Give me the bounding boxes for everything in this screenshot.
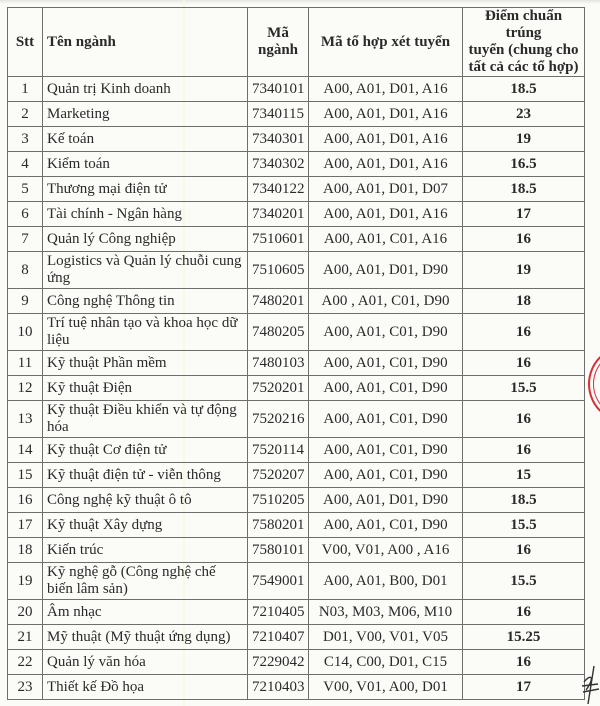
row-benchmark-score: 18.5 (463, 488, 585, 513)
row-benchmark-score: 15.5 (463, 513, 585, 538)
row-subject-combination: A00, A01, C01, D90 (309, 314, 463, 351)
row-subject-combination: A00, A01, D01, D90 (309, 488, 463, 513)
row-benchmark-score: 18.5 (463, 177, 585, 202)
row-benchmark-score: 15.5 (463, 376, 585, 401)
row-benchmark-score: 23 (463, 102, 585, 127)
row-major-name: Kỹ thuật Xây dựng (43, 513, 248, 538)
row-major-name: Mỹ thuật (Mỹ thuật ứng dụng) (43, 625, 248, 650)
table-row (8, 289, 585, 314)
table-row (8, 314, 585, 351)
row-subject-combination: A00, A01, D01, D07 (309, 177, 463, 202)
row-major-name: Công nghệ kỹ thuật ô tô (43, 488, 248, 513)
row-benchmark-score: 16 (463, 438, 585, 463)
row-stt: 7 (8, 227, 43, 252)
row-benchmark-score: 16.5 (463, 152, 585, 177)
row-major-code: 7210407 (248, 625, 309, 650)
row-subject-combination: V00, V01, A00 , A16 (309, 538, 463, 563)
row-stt: 4 (8, 152, 43, 177)
row-benchmark-score: 19 (463, 252, 585, 289)
row-stt: 18 (8, 538, 43, 563)
row-major-name: Kỹ thuật Điều khiển và tự động hóa (43, 401, 248, 438)
row-major-name: Âm nhạc (43, 600, 248, 625)
table-row (8, 488, 585, 513)
header-benchmark-score: Điểm chuẩn trúng tuyển (chung cho tất cả các tổ hợp) (463, 8, 585, 77)
row-subject-combination: V00, V01, A00, D01 (309, 675, 463, 700)
row-major-name: Thiết kế Đồ họa (43, 675, 248, 700)
row-major-name: Kỹ nghệ gỗ (Công nghệ chế biến lâm sản) (43, 563, 248, 600)
row-stt: 16 (8, 488, 43, 513)
row-stt: 10 (8, 314, 43, 351)
table-row (8, 513, 585, 538)
table-row (8, 252, 585, 289)
row-benchmark-score: 16 (463, 401, 585, 438)
row-major-name: Tài chính - Ngân hàng (43, 202, 248, 227)
page-top-shadow (0, 0, 600, 4)
row-major-name: Kiểm toán (43, 152, 248, 177)
row-major-code: 7480205 (248, 314, 309, 351)
table-row (8, 438, 585, 463)
table-row (8, 77, 585, 102)
row-major-name: Quản lý Công nghiệp (43, 227, 248, 252)
row-subject-combination: A00, A01, D01, A16 (309, 77, 463, 102)
row-stt: 22 (8, 650, 43, 675)
row-major-code: 7549001 (248, 563, 309, 600)
row-stt: 20 (8, 600, 43, 625)
table-row (8, 538, 585, 563)
row-stt: 11 (8, 351, 43, 376)
row-major-name: Marketing (43, 102, 248, 127)
table-body (8, 77, 585, 700)
row-stt: 6 (8, 202, 43, 227)
row-subject-combination: A00, A01, D01, A16 (309, 202, 463, 227)
row-major-code: 7480103 (248, 351, 309, 376)
row-major-code: 7520216 (248, 401, 309, 438)
row-stt: 14 (8, 438, 43, 463)
row-benchmark-score: 15 (463, 463, 585, 488)
table-header-row (8, 8, 585, 77)
row-stt: 1 (8, 77, 43, 102)
row-benchmark-score: 16 (463, 600, 585, 625)
row-benchmark-score: 19 (463, 127, 585, 152)
header-stt: Stt (8, 8, 43, 77)
row-major-name: Kỹ thuật Điện (43, 376, 248, 401)
row-major-name: Công nghệ Thông tin (43, 289, 248, 314)
row-major-code: 7340101 (248, 77, 309, 102)
row-benchmark-score: 18 (463, 289, 585, 314)
row-benchmark-score: 17 (463, 202, 585, 227)
table-row (8, 625, 585, 650)
row-stt: 5 (8, 177, 43, 202)
row-stt: 21 (8, 625, 43, 650)
row-major-name: Thương mại điện tử (43, 177, 248, 202)
row-benchmark-score: 16 (463, 314, 585, 351)
table-row (8, 563, 585, 600)
row-subject-combination: A00, A01, D01, D90 (309, 252, 463, 289)
row-subject-combination: A00, A01, C01, D90 (309, 351, 463, 376)
row-major-code: 7510605 (248, 252, 309, 289)
row-stt: 2 (8, 102, 43, 127)
row-benchmark-score: 16 (463, 351, 585, 376)
table-row (8, 463, 585, 488)
row-major-name: Kỹ thuật Phần mềm (43, 351, 248, 376)
row-major-name: Logistics và Quản lý chuỗi cung ứng (43, 252, 248, 289)
row-major-code: 7580201 (248, 513, 309, 538)
row-subject-combination: A00, A01, D01, A16 (309, 152, 463, 177)
row-benchmark-score: 18.5 (463, 77, 585, 102)
row-benchmark-score: 15.25 (463, 625, 585, 650)
row-major-code: 7340201 (248, 202, 309, 227)
row-major-code: 7210403 (248, 675, 309, 700)
row-subject-combination: A00, A01, C01, A16 (309, 227, 463, 252)
row-stt: 9 (8, 289, 43, 314)
row-subject-combination: C14, C00, D01, C15 (309, 650, 463, 675)
row-stt: 19 (8, 563, 43, 600)
row-major-name: Kế toán (43, 127, 248, 152)
row-major-code: 7340302 (248, 152, 309, 177)
row-subject-combination: A00, A01, D01, A16 (309, 102, 463, 127)
header-major-name: Tên ngành (43, 8, 248, 77)
row-subject-combination: D01, V00, V01, V05 (309, 625, 463, 650)
table-row (8, 177, 585, 202)
row-stt: 3 (8, 127, 43, 152)
row-major-code: 7229042 (248, 650, 309, 675)
row-stt: 17 (8, 513, 43, 538)
row-major-code: 7340115 (248, 102, 309, 127)
row-major-code: 7520207 (248, 463, 309, 488)
table-row (8, 351, 585, 376)
header-subject-combination: Mã tổ hợp xét tuyển (309, 8, 463, 77)
row-subject-combination: A00, A01, C01, D90 (309, 376, 463, 401)
row-subject-combination: A00, A01, D01, A16 (309, 127, 463, 152)
signature-mark (580, 664, 600, 706)
row-major-code: 7520114 (248, 438, 309, 463)
row-major-code: 7340122 (248, 177, 309, 202)
table-row (8, 102, 585, 127)
row-subject-combination: A00, A01, C01, D90 (309, 438, 463, 463)
table-row (8, 127, 585, 152)
row-major-code: 7520201 (248, 376, 309, 401)
table-row (8, 376, 585, 401)
header-major-code: Mã ngành (248, 8, 309, 77)
row-major-name: Kỹ thuật Cơ điện tử (43, 438, 248, 463)
row-subject-combination: A00, A01, C01, D90 (309, 401, 463, 438)
row-benchmark-score: 16 (463, 538, 585, 563)
row-major-code: 7580101 (248, 538, 309, 563)
row-stt: 8 (8, 252, 43, 289)
red-seal-stamp (588, 346, 600, 422)
row-stt: 15 (8, 463, 43, 488)
table-row (8, 650, 585, 675)
row-major-code: 7210405 (248, 600, 309, 625)
row-major-name: Quản trị Kinh doanh (43, 77, 248, 102)
table-row (8, 675, 585, 700)
admission-scores-table (7, 7, 585, 700)
row-major-code: 7510601 (248, 227, 309, 252)
row-subject-combination: N03, M03, M06, M10 (309, 600, 463, 625)
row-stt: 12 (8, 376, 43, 401)
row-major-code: 7510205 (248, 488, 309, 513)
row-benchmark-score: 17 (463, 675, 585, 700)
row-benchmark-score: 16 (463, 650, 585, 675)
row-major-code: 7340301 (248, 127, 309, 152)
row-subject-combination: A00, A01, B00, D01 (309, 563, 463, 600)
row-major-name: Trí tuệ nhân tạo và khoa học dữ liệu (43, 314, 248, 351)
row-major-name: Kiến trúc (43, 538, 248, 563)
table-row (8, 401, 585, 438)
row-major-name: Quản lý văn hóa (43, 650, 248, 675)
row-major-code: 7480201 (248, 289, 309, 314)
row-major-name: Kỹ thuật điện tử - viễn thông (43, 463, 248, 488)
table-row (8, 227, 585, 252)
row-subject-combination: A00 , A01, C01, D90 (309, 289, 463, 314)
row-benchmark-score: 15.5 (463, 563, 585, 600)
row-subject-combination: A00, A01, C01, D90 (309, 513, 463, 538)
row-benchmark-score: 16 (463, 227, 585, 252)
table-row (8, 152, 585, 177)
table-row (8, 600, 585, 625)
row-stt: 23 (8, 675, 43, 700)
row-subject-combination: A00, A01, C01, D90 (309, 463, 463, 488)
row-stt: 13 (8, 401, 43, 438)
table-row (8, 202, 585, 227)
